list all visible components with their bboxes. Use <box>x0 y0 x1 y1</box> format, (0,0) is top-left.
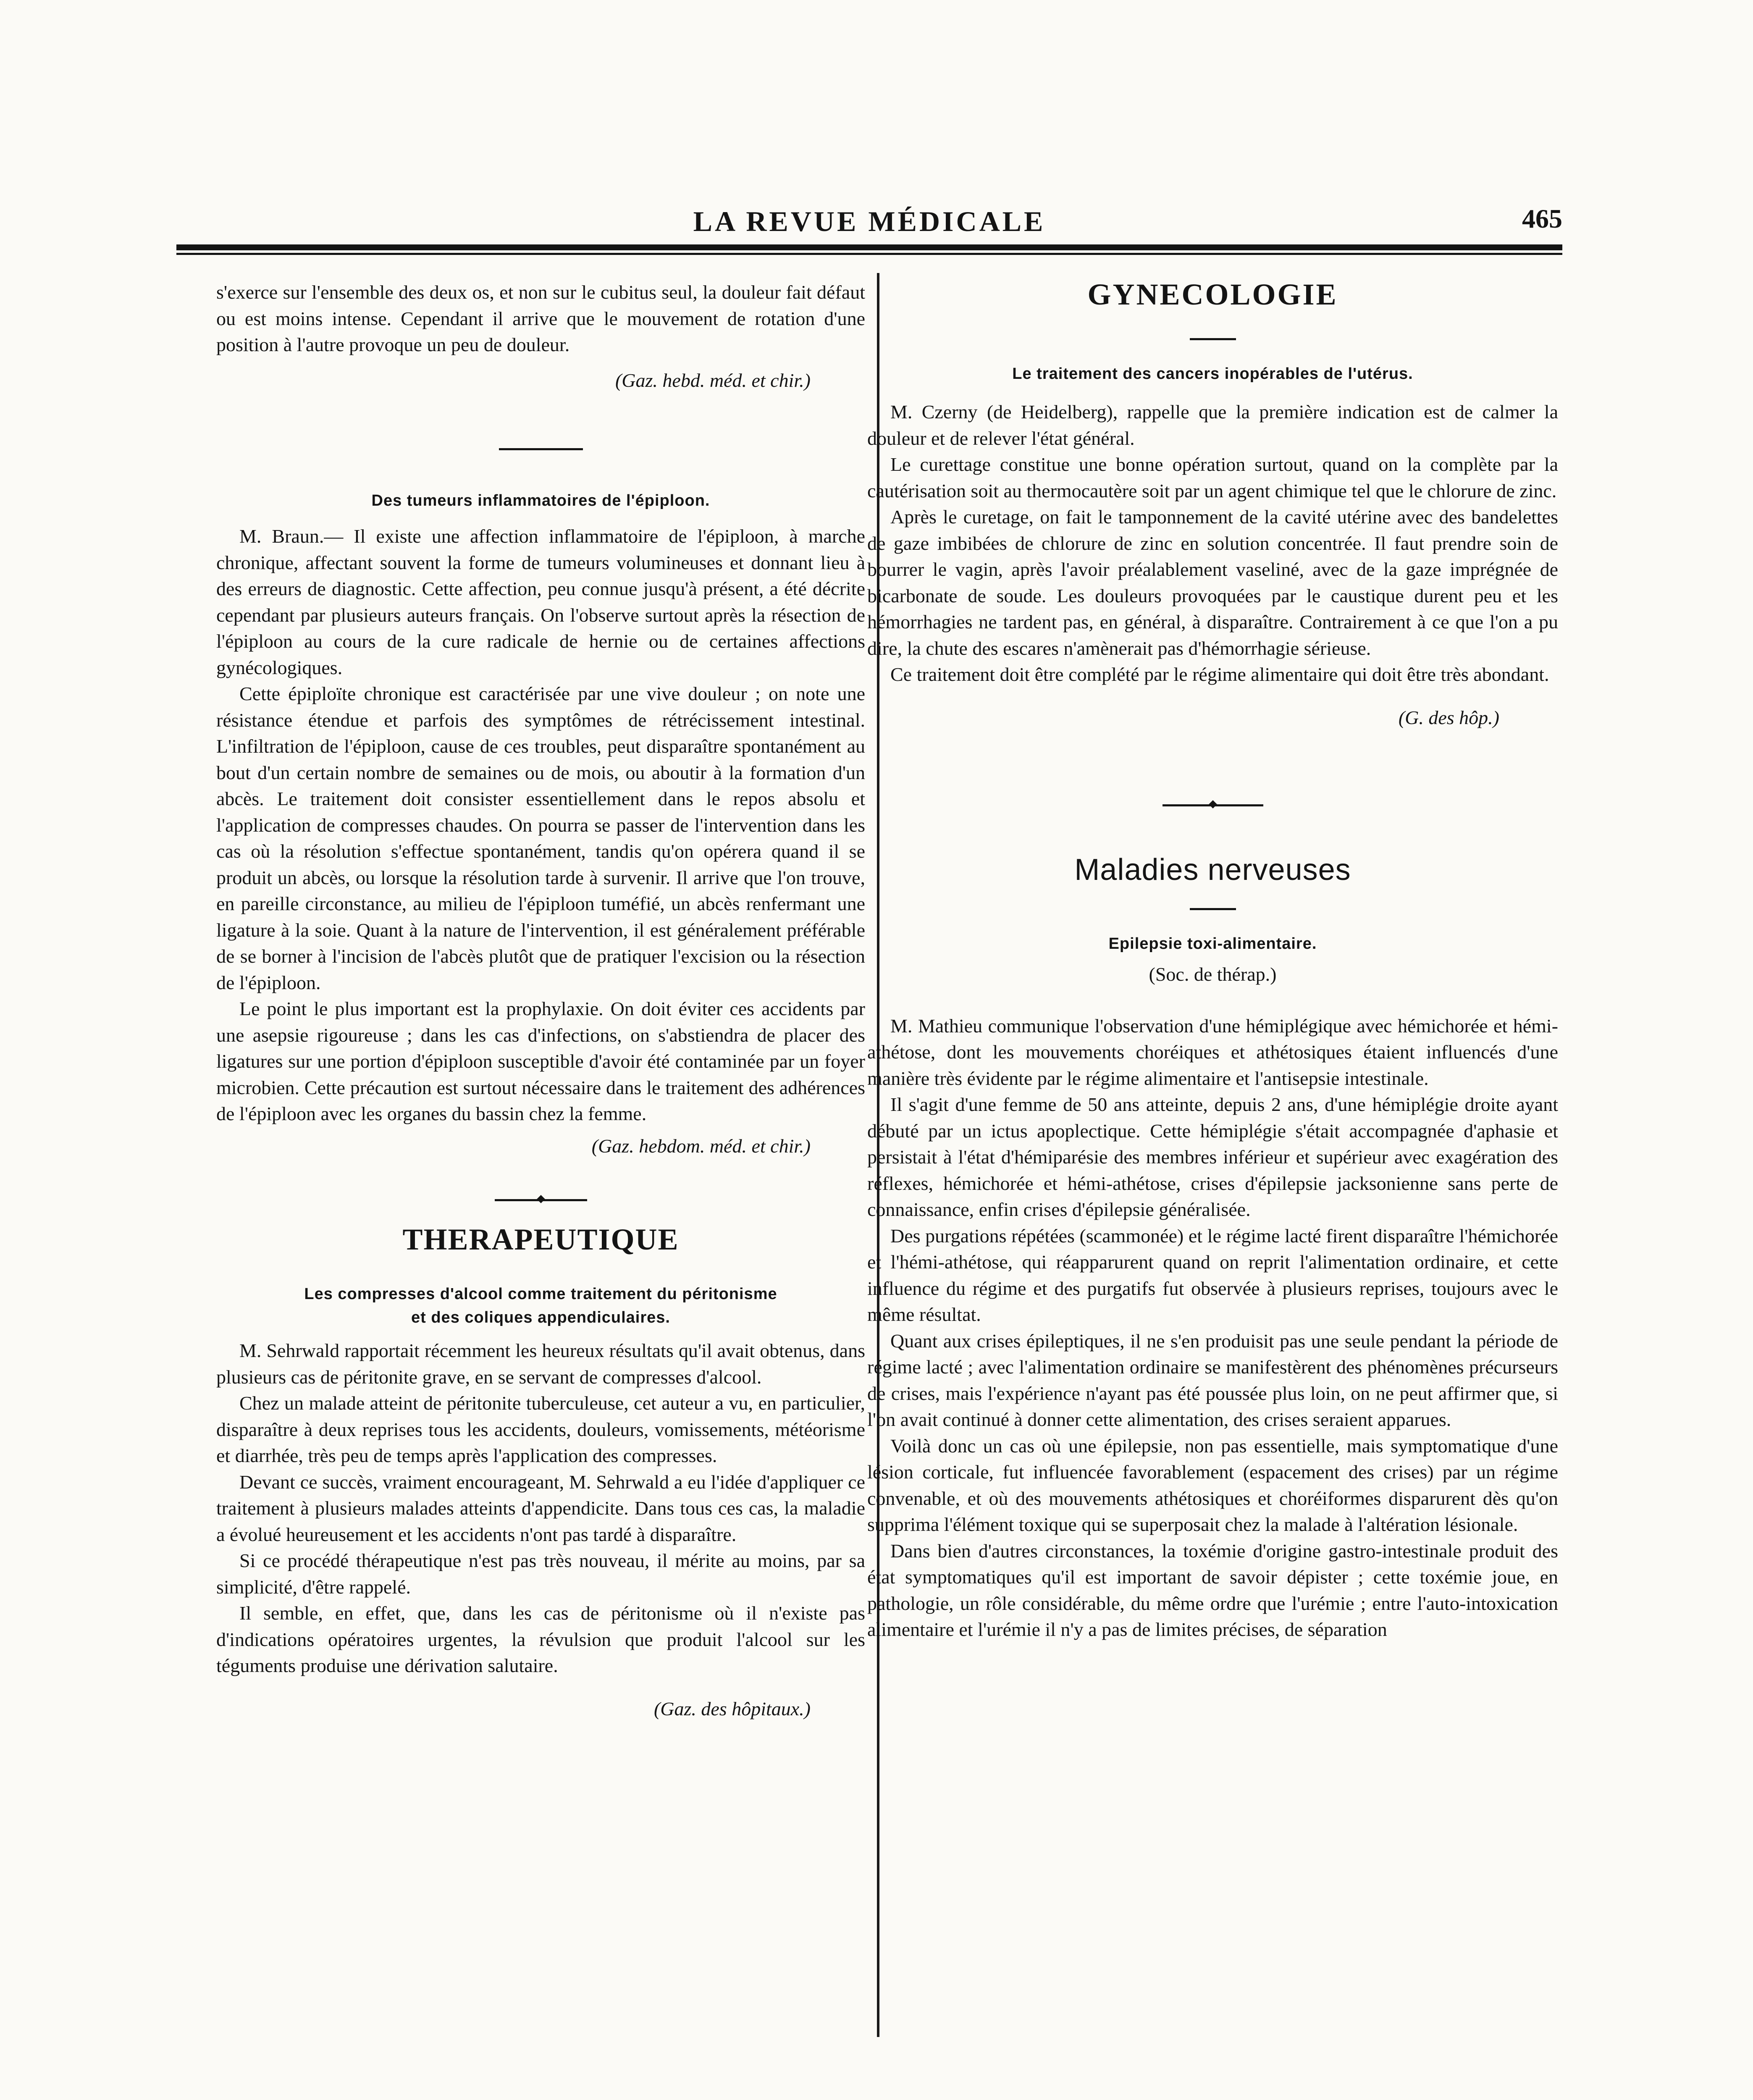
separator-rule <box>499 448 583 450</box>
separator-rule <box>1190 908 1236 910</box>
article-title: Des tumeurs inflammatoires de l'épiploon. <box>371 492 710 509</box>
page-header <box>176 197 1562 260</box>
article-paragraph: Voilà donc un cas où une épilepsie, non pas essentielle, mais symptomatique d'une lésion corticale, fut influencée favorablement (espacement des crises) par un régime convenable, et où des mouvements athétosiques et choréiformes disparurent dès qu'on supprima l'élément toxique qui se superposait chez la malade à l'altération lésionale. <box>867 1435 1558 1535</box>
article-paragraph: Des purgations répétées (scammonée) et le régime lacté firent disparaître l'hémichorée et l'hémi-athétose, qui réapparurent quand on reprit l'alimentation ordinaire, et cette influence du régime et des purgatifs fut observée à plusieurs reprises, toujours avec le même résultat. <box>867 1225 1558 1325</box>
left-column <box>216 279 865 1722</box>
article-paragraph: Le point le plus important est la prophylaxie. On doit éviter ces accidents par une asepsie rigoureuse ; dans les cas d'infections, on s'abstiendra de placer des ligatures sur une portion d'épiploon susceptible d'avoir été contaminée par un foyer microbien. Cette précaution est surtout nécessaire dans le traitement des adhérences de l'épiploon avec les organes du bassin chez la femme. <box>216 998 865 1124</box>
article-paragraph: M. Braun.— Il existe une affection inflammatoire de l'épiploon, à marche chronique, affectant souvent la forme de tumeurs volumineuses et donnant lieu à des erreurs de diagnostic. Cette affection, peu connue jusqu'à présent, a été décrite cependant par plusieurs auteurs français. On l'observe surtout après la résection de l'épiploon au cours de la cure radicale de hernie ou de certaines affections gynécologiques. <box>216 525 865 678</box>
article-paragraph: Si ce procédé thérapeutique n'est pas très nouveau, il mérite au moins, par sa simplicité, d'être rappelé. <box>216 1550 865 1598</box>
right-column <box>867 279 1558 1643</box>
article-title: Les compresses d'alcool comme traitement du péritonisme <box>304 1285 777 1303</box>
section-title: Maladies nerveuses <box>1074 853 1351 887</box>
article-paragraph: Dans bien d'autres circonstances, la toxémie d'origine gastro-intestinale produit des état symptomatiques qu'il est important de savoir dépister ; cette toxémie joue, en pathologie, un rôle considérable, du même ordre que l'urémie ; entre l'auto-intoxication alimentaire et l'urémie il n'y a pas de limites précises, de séparation <box>867 1540 1558 1640</box>
continued-paragraph: s'exerce sur l'ensemble des deux os, et non sur le cubitus seul, la douleur fait défaut ou est moins intense. Cependant il arrive que le mouvement de rotation d'une position à l'autre provoque un peu de douleur. <box>216 281 865 355</box>
article-paragraph: Devant ce succès, vraiment encourageant, M. Sehrwald a eu l'idée d'appliquer ce traitement à plusieurs malades atteints d'appendicite. Dans tous ces cas, la maladie a évolué heureusement et les accidents n'ont pas tardé à disparaître. <box>216 1471 865 1545</box>
journal-title: LA REVUE MÉDICALE <box>693 205 1046 237</box>
article-paragraph: Cette épiploïte chronique est caractérisée par une vive douleur ; on note une résistance étendue et parfois des symptômes de rétrécissement intestinal. L'infiltration de l'épiploon, cause de ces troubles, peut disparaître spontanément au bout d'un certain nombre de semaines ou de mois, ou aboutir à la formation d'un abcès. Le traitement doit consister essentiellement dans le repos absolu et l'application de compresses chaudes. On pourra se passer de l'intervention dans les cas où la résolution s'effectue spontanément, tandis qu'on opérera quand il se produit un abcès, ou lorsque la résolution tarde à survenir. Il arrive que l'on trouve, en pareille circonstance, au milieu de l'épiploon tuméfié, un abcès renfermant une ligature à la soie. Quant à la nature de l'intervention, il est généralement préférable de se borner à l'incision de l'abcès plutôt que de pratiquer l'excision ou la résection de l'épiploon. <box>216 683 865 993</box>
article-paragraph: M. Mathieu communique l'observation d'une hémiplégique avec hémichorée et hémi-athétose, dont les mouvements choréiques et athétosiques étaient influencés d'une manière très évidente par le régime alimentaire et l'antisepsie intestinale. <box>867 1015 1558 1089</box>
article-title: Le traitement des cancers inopérables de l'utérus. <box>1012 365 1413 383</box>
article-paragraph: M. Czerny (de Heidelberg), rappelle que la première indication est de calmer la douleur et de relever l'état général. <box>867 401 1558 449</box>
header-rule-thin <box>176 253 1562 255</box>
separator-rule <box>1190 338 1236 340</box>
article-paragraph: Après le curetage, on fait le tamponnement de la cavité utérine avec des bandelettes de gaze imbibées de chlorure de zinc en solution concentrée. Il faut prendre soin de bourrer le vagin, après l'avoir préalablement vaseliné, avec de la gaze imprégnée de bicarbonate de soude. Les douleurs provoquées par le caustique durent peu et les hémorrhagies ne tardent pas, en général, à disparaître. Contrairement à ce que l'on a pu dire, la chute des escares n'amènerait pas d'hémorrhagie sérieuse. <box>867 506 1558 659</box>
citation: (Gaz. hebdom. méd. et chir.) <box>591 1135 811 1157</box>
article-paragraph: Il semble, en effet, que, dans les cas de péritonisme où il n'existe pas d'indications opératoires urgentes, la révulsion que produit l'alcool sur les téguments produise une dérivation salutaire. <box>216 1602 865 1676</box>
article-paragraph: Quant aux crises épileptiques, il ne s'en produisit pas une seule pendant la période de régime lacté ; avec l'alimentation ordinaire se manifestèrent des phénomènes précurseurs de crises, mais l'expérience n'ayant pas été poussée plus loin, on ne peut affirmer que, si l'on avait continué à donner cette alimentation, des crises seraient apparues. <box>867 1330 1558 1430</box>
article-paragraph: M. Sehrwald rapportait récemment les heureux résultats qu'il avait obtenus, dans plusieurs cas de péritonite grave, en se servant de compresses d'alcool. <box>216 1340 865 1388</box>
section-title: GYNECOLOGIE <box>1087 278 1338 311</box>
page-number: 465 <box>1522 204 1562 234</box>
ornamental-rule <box>495 1199 587 1201</box>
article-paragraph: Le curettage constitue une bonne opération surtout, quand on la complète par la cautérisation soit au thermocautère soit par un agent chimique tel que le chlorure de zinc. <box>867 454 1558 501</box>
citation: (Gaz. des hôpitaux.) <box>653 1698 811 1719</box>
citation: (G. des hôp.) <box>1398 706 1499 728</box>
article-paragraph: Chez un malade atteint de péritonite tuberculeuse, cet auteur a vu, en particulier, disparaître à deux reprises tous les accidents, douleurs, vomissements, météorisme et diarrhée, très peu de temps après l'application des compresses. <box>216 1392 865 1466</box>
header-rule-thick <box>176 244 1562 250</box>
article-paragraph: Il s'agit d'une femme de 50 ans atteinte, depuis 2 ans, d'une hémiplégie droite ayant débuté par un ictus apoplectique. Cette hémiplégie s'était accompagnée d'aphasie et persistait à l'état d'hémiparésie des membres inférieur et supérieur avec exagération des réflexes, hémichorée et hémi-athétose, crises d'épilepsie jacksonienne sans perte de connaissance, enfin crises d'épilepsie généralisée. <box>867 1094 1558 1220</box>
section-title: THERAPEUTIQUE <box>402 1223 679 1256</box>
article-paragraph: Ce traitement doit être complété par le régime alimentaire qui doit être très abondant. <box>890 664 1549 685</box>
article-source: (Soc. de thérap.) <box>1149 963 1277 985</box>
citation: (Gaz. hebd. méd. et chir.) <box>615 369 811 391</box>
article-title-line2: et des coliques appendiculaires. <box>411 1309 670 1326</box>
ornamental-rule <box>1163 804 1263 806</box>
article-title: Epilepsie toxi-alimentaire. <box>1108 935 1317 953</box>
